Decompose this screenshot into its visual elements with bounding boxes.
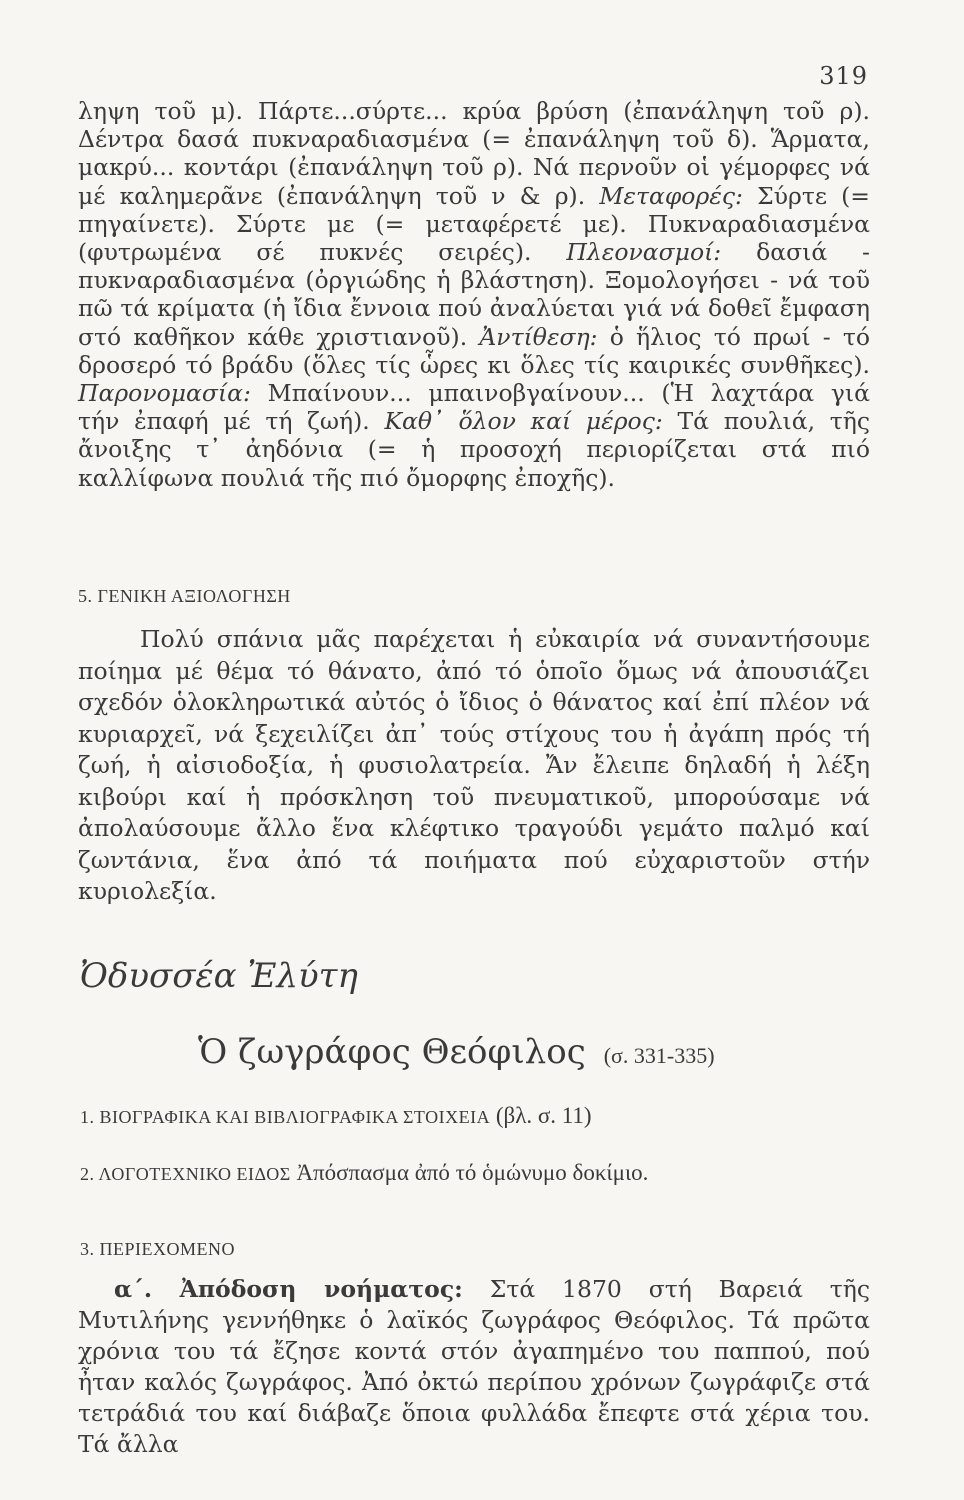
section-reference: (βλ. σ. 11) [490, 1103, 592, 1128]
text-run: Σύρτε (= πηγαίνετε). Σύρτε με (= μεταφέρετέ με). Πυκναραδιασμένα (φυτρωμένα σέ πυκνές σειρές). [78, 181, 870, 267]
term-label: Πλεονασμοί: [566, 238, 722, 267]
work-title-line [198, 1032, 715, 1072]
general-evaluation-paragraph [78, 624, 870, 908]
section-heading-general-evaluation: 5. ΓΕΝΙΚΗ ΑΞΙΟΛΟΓΗΣΗ [78, 586, 291, 606]
text-run: ληψη τοῦ μ). Πάρτε...σύρτε... κρύα βρύση (ἐπανάληψη τοῦ ρ). Δέντρα δασά πυκναραδιασμένα (= ἐπανάληψη τοῦ δ). Ἅρματα, μακρύ... κοντάρι (ἐπανάληψη τοῦ ρ). Νά περνοῦν οἱ γέμορφες νά μέ καλημερᾶνε (ἐπανάληψη τοῦ ν & ρ). [78, 97, 870, 210]
section-3-heading [80, 1236, 235, 1261]
section-description: Ἀπόσπασμα ἀπό τό ὁμώνυμο δοκίμιο. [290, 1160, 649, 1185]
section-label: 3. ΠΕΡΙΕΧΟΜΕΝΟ [80, 1239, 235, 1259]
section-1-heading [80, 1103, 592, 1129]
term-label: Ἀντίθεση: [479, 322, 598, 351]
section-label: 1. ΒΙΟΓΡΑΦΙΚΑ ΚΑΙ ΒΙΒΛΙΟΓΡΑΦΙΚΑ ΣΤΟΙΧΕΙΑ [80, 1107, 491, 1127]
page-number: 319 [819, 62, 868, 90]
author-name: Ὀδυσσέα Ἐλύτη [80, 956, 358, 996]
paragraph-text: Στά 1870 στή Βαρειά τῆς Μυτιλήνης γεννήθηκε ὁ λαϊκός ζωγράφος Θεόφιλος. Τά πρῶτα χρόνια του τά ἔζησε κοντά στόν ἀγαπημένο του παππού, πού ἦταν καλός ζωγράφος. Ἀπό ὀκτώ περίπου χρόνων ζωγράφιζε στά τετράδιά του καί διάβαζε ὅποια φυλλάδα ἔπεφτε στά χέρια του. Τά ἄλλα [78, 1275, 870, 1458]
figures-of-speech-paragraph [78, 97, 870, 492]
content-paragraph [78, 1274, 870, 1460]
section-2-heading [80, 1160, 648, 1186]
term-label: Παρονομασία: [78, 379, 251, 408]
text-run: Μπαίνουν... μπαινοβγαίνουν... (Ἡ λαχτάρα γιά τήν ἐπαφή μέ τή ζωή). [78, 379, 870, 436]
term-label: Μεταφορές: [599, 181, 743, 210]
term-label: Καθ᾽ ὅλον καί μέρος: [384, 407, 663, 436]
work-pages: (σ. 331-335) [603, 1043, 715, 1068]
text-run: ὁ ἥλιος τό πρωί - τό δροσερό τό βράδυ (ὅλες τίς ὧρες κι ὅλες τίς καιρικές συνθῆκες). [78, 322, 871, 379]
text-run: Τά πουλιά, τῆς ἄνοιξης τ᾽ ἀηδόνια (= ἡ προσοχή περιορίζεται στά πιό καλλίφωνα πουλιά τῆς πιό ὄμορφης ἐποχῆς). [78, 407, 870, 492]
section-label: 2. ΛΟΓΟΤΕΧΝΙΚΟ ΕΙΔΟΣ [80, 1164, 291, 1184]
sub-section-label: α΄. Ἀπόδοση νοήματος: [114, 1275, 463, 1303]
paragraph-text: Πολύ σπάνια μᾶς παρέχεται ἡ εὐκαιρία νά συναντήσουμε ποίημα μέ θέμα τό θάνατο, ἀπό τό ὁποῖο ὅμως νά ἀπουσιάζει σχεδόν ὁλοκληρωτικά αὐτός ὁ ἴδιος ὁ θάνατος καί ἐπί πλέον νά κυριαρχεῖ, νά ξεχειλίζει ἀπ᾽ τούς στίχους του ἡ ἀγάπη πρός τή ζωή, ἡ αἰσιοδοξία, ἡ φυσιολατρεία. Ἄν ἔλειπε δηλαδή ἡ λέξη κιβούρι καί ἡ πρόσκληση τοῦ πνευματικοῦ, μπορούσαμε νά ἀπολαύσουμε ἄλλο ἕνα κλέφτικο τραγούδι γεμάτο παλμό καί ζωντάνια, ἕνα ἀπό τά ποιήματα πού εὐχαριστοῦν στήν κυριολεξία. [78, 625, 870, 905]
work-title: Ὁ ζωγράφος Θεόφιλος [198, 1032, 586, 1072]
text-run: δασιά - πυκναραδιασμένα (ὀργιώδης ἡ βλάστηση). Ξομολογήσει - νά τοῦ πῶ τά κρίματα (ἡ ἴδια ἔννοια πού ἀναλύεται γιά νά δοθεῖ ἔμφαση στό καθῆκον κάθε χριστιανοῦ). [78, 238, 870, 351]
